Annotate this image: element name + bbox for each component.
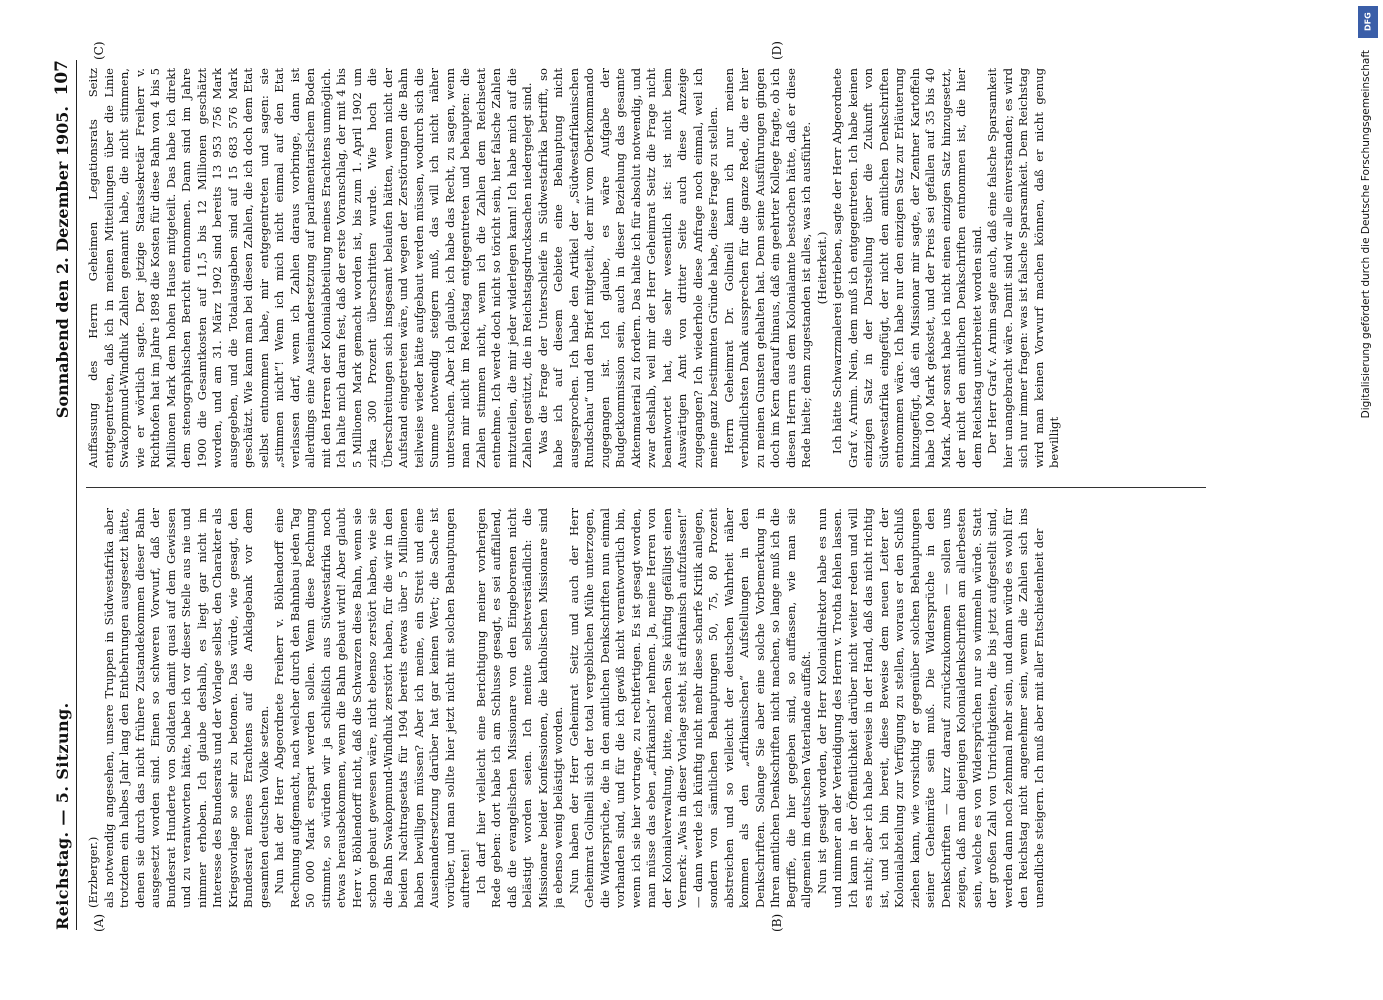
paragraph: Ich darf hier vielleicht eine Berichtigung meiner vorherigen Rede geben: dort habe ich am Schlusse gesagt, es sei auffallend, daß die evangelischen Missionare von den Eingeborenen nicht belästigt worden seien. Ich meinte selbstverständlich: die Missionare beider Konfessionen, die katholischen Missionare sind ja ebenso wenig belästigt worden. [473, 508, 565, 908]
paragraph: Der Herr Graf v. Arnim sagte auch, daß eine falsche Sparsamkeit hier unangebracht wäre. Damit sind wir alle einverstanden; es wird sich nur immer fragen: was ist falsche Sparsamkeit. Dem Reichstag wird man keinen Vorwurf machen können, daß er nicht genug bewilligt [985, 68, 1061, 468]
paragraph: Herrn Geheimrat Dr. Golinelli kann ich nur meinen verbindlichsten Dank aussprechen für die ganze Rede, die er hier zu meinen Gunsten gehalten hat. Denn seine Ausführungen gingen doch im Kern darauf hinaus, daß ein geehrter Kollege fragte, ob ich diesen Herrn aus dem Kolonialamte bestochen hätte, daß er diese Rede hielte; denn zugestanden ist alles, was ich ausführte. [721, 68, 813, 468]
left-column [86, 508, 1286, 908]
paragraph: Nun hat der Herr Abgeordnete Freiherr v. Böhlendorff eine Rechnung aufgemacht, nach welcher durch den Bahnbau jeden Tag 50 000 Mark erspart werden sollen. Wenn diese Rechnung stimmte, so würden wir ja schließlich aus Südwestafrika noch etwas herausbekommen, wenn die Bahn gebaut wird! Aber glaubt Herr v. Böhlendorff nicht, daß die Schwarzen diese Bahn, wenn sie schon gebaut gewesen wäre, nicht ebenso zerstört haben, wie sie die Bahn Swakopmund-Windhuk zerstört haben, für die wir in den beiden Nachtragsetats für 1904 bereits etwas über 5 Millionen haben bewilligen müssen? Aber ich meine, ein Streit und eine Auseinandersetzung darüber hat gar keinen Wert; die Sache ist vorüber, und man sollte hier jetzt nicht mit solchen Behauptungen auftreten! [272, 508, 472, 908]
margin-mark-b: (B) [770, 913, 784, 932]
running-head [48, 60, 77, 930]
margin-mark-c: (C) [92, 41, 106, 60]
credit-text: Digitalisierung gefördert durch die Deutsche Forschungsgemeinschaft [1360, 50, 1372, 419]
paragraph: Was die Frage der Unterschleife in Südwestafrika betrifft, so habe ich auf diesem Gebiete eine Behauptung nicht ausgesprochen. Ich habe den Artikel der „Südwestafrikanischen Rundschau“ und den Brief mitgeteilt, der mir vom Oberkommando zugegangen ist. Ich glaube, es wäre Aufgabe der Budgetkommission sein, auch in dieser Beziehung das gesamte Aktenmaterial zu fordern. Das halte ich für absolut notwendig, und zwar deshalb, weil mir der Herr Geheimrat Seitz die Frage nicht beantwortet hat, die sehr wesentlich ist: ist nicht beim Auswärtigen Amt von dritter Seite auch diese Anzeige zugegangen? Ich wiederhole diese Anfrage noch einmal, weil ich meine ganz bestimmten Gründe habe, diese Frage zu stellen. [535, 68, 720, 468]
running-head-date: Sonnabend den 2. Dezember 1905. [53, 106, 72, 419]
credit-strip [1352, 0, 1383, 1000]
page-number: 107 [52, 60, 72, 96]
paragraph: Nun haben der Herr Geheimrat Seitz und auch der Herr Geheimrat Golinelli sich der total vergeblichen Mühe unterzogen, die Widersprüche, die in den amtlichen Denkschriften nun einmal vorhanden sind, und für die ich gewiß nicht verantwortlich bin, wenn ich sie hier vortrage, zu rechtfertigen. Es ist gesagt worden, man müsse das eben „afrikanisch“ nehmen. Ja, meine Herren von der Kolonialverwaltung, bitte, machen Sie künftig gefälligst einen Vermerk: „Was in dieser Vorlage steht, ist afrikanisch aufzufassen!“ — dann werde ich künftig nicht mehr diese scharfe Kritik anlegen, sondern von sämtlichen Behauptungen 50, 75, 80 Prozent abstreichen und so vielleicht der deutschen Wahrheit näher kommen als den „afrikanischen“ Aufstellungen in den Denkschriften. Solange Sie aber eine solche Vorbemerkung in Ihren amtlichen Denkschriften nicht machen, so lange muß ich die Begriffe, die hier gegeben sind, so auffassen, wie man sie allgemein im deutschen Vaterlande auffaßt. [566, 508, 813, 908]
interjection: (Heiterkeit.) [814, 231, 829, 305]
paragraph: Ich hätte Schwarzmalerei getrieben, sagte der Herr Abgeordnete Graf v. Arnim. Nein, dem muß ich entgegentreten. Ich habe keinen einzigen Satz in der Darstellung über die Zukunft von Südwestafrika eingefügt, der nicht den amtlichen Denkschriften entnommen wäre. Ich habe nur den einzigen Satz zur Erläuterung hinzugefügt, daß ein Missionar mir sagte, der Zentner Kartoffeln habe 100 Mark gekostet, und der Preis sei gefallen auf 35 bis 40 Mark. Aber sonst habe ich nicht einen einzigen Satz hinzugesetzt, der nicht den amtlichen Denkschriften entnommen ist, die hier dem Reichstag unterbreitet worden sind. [830, 68, 984, 468]
margin-mark-d: (D) [770, 41, 784, 60]
paragraph: als notwendig angesehen, unsere Truppen in Südwestafrika aber trotzdem ein halbes Jahr lang den Entbehrungen ausgesetzt hätte, denen sie durch das nicht frühere Zustandekommen dieser Bahn ausgesetzt worden sind. Einen so schweren Vorwurf, daß der Bundesrat Hunderte von Soldaten damit quasi auf dem Gewissen und zu verantworten hätte, habe ich vor dieser Stelle aus nie und nimmer erhoben. Ich glaube deshalb, es liegt gar nicht im Interesse des Bundesrats und der Vorlage selbst, den Charakter als Kriegsvorlage so sehr zu betonen. Das würde, wie gesagt, den Bundesrat meines Erachtens auf die Anklagebank vor dem gesamten deutschen Volke setzen. [101, 508, 271, 908]
margin-mark-a: (A) [92, 913, 106, 932]
paragraph: Auffassung des Herrn Geheimen Legationsrats Seitz entgegentreten, daß ich in meinen Mitteilungen über die Linie Swakopmund-Windhuk Zahlen genannt habe, die nicht stimmen, wie er wörtlich sagte. Der jetzige Staatssekretär Freiherr v. Richthofen hat im Jahre 1898 die Kosten für diese Bahn von 4 bis 5 Millionen Mark dem hohen Hause mitgeteilt. Das habe ich direkt dem stenographischen Bericht entnommen. Dann sind im Jahre 1900 die Gesamtkosten auf 11,5 bis 12 Millionen geschätzt worden, und am 31. März 1902 sind bereits 13 953 756 Mark ausgegeben, und die Totalausgaben sind auf 15 683 576 Mark geschätzt. Wie kann man bei diesen Zahlen, die ich doch dem Etat selbst entnommen habe, mir entgegentreten und sagen: sie „stimmen nicht“! Wenn ich mich nicht einmal auf den Etat verlassen darf, wenn ich Zahlen daraus vorbringe, dann ist allerdings eine Auseinandersetzung auf parlamentarischem Boden mit den Herren der Kolonialabteilung meines Erachtens unmöglich. Ich halte mich daran fest, daß der erste Voranschlag, der mit 4 bis 5 Millionen Mark gemacht worden ist, bis zum 1. April 1902 um zirka 300 Prozent überschritten wurde. Wie hoch die Überschreitungen sich insgesamt belaufen hätten, wenn nicht der Aufstand eingetreten wäre, und wegen der Zerstörungen die Bahn teilweise wieder hätte aufgebaut werden müssen, wodurch sich die Summe notwendig steigern muß, das will ich nicht näher untersuchen. Aber ich glaube, ich habe das Recht, zu sagen, wenn man mir nicht im Reichstag entgegentreten und behaupten: die Zahlen stimmen nicht, wenn ich die Zahlen dem Reichsetat entnehme. Ich werde doch nicht so töricht sein, hier falsche Zahlen mitzuteilen, die mir jeder widerlegen kann! Ich habe mich auf die Zahlen gestützt, die in Reichstagsdrucksachen niedergelegt sind. [86, 68, 534, 468]
dfg-logo: DFG [1358, 6, 1378, 38]
paragraph: Nun ist gesagt worden, der Herr Kolonialdirektor habe es nun und nimmer an der Verteidigung des Herrn v. Trotha fehlen lassen. Ich kann in der Öffentlichkeit darüber nicht weiter reden und will es nicht; aber ich habe Beweise in der Hand, daß das nicht richtig ist, und ich bin bereit, diese Beweise dem neuen Leiter der Kolonialabteilung zur Verfügung zu stellen, woraus er den Schluß ziehen kann, wie vorsichtig er gegenüber solchen Behauptungen seiner Geheimräte sein muß. Die Widersprüche in den Denkschriften — kurz darauf zurückzukommen — sollen uns zeigen, daß man diejenigen Kolonialdenkschriften am allerbesten sein, welche es von Widersprüchen nur so wimmeln würde. Statt der großen Zahl von Unrichtigkeiten, die bis jetzt aufgestellt sind, werden dann noch zehnmal mehr sein, und dann würde es wohl für den Reichstag nicht angenehmer sein, wenn die Zahlen sich ins unendliche steigern. Ich muß aber mit aller Entschiedenheit der [814, 508, 1046, 908]
speaker-tag: (Erzberger.) [86, 836, 100, 908]
running-head-left: Reichstag. — 5. Sitzung. [53, 702, 72, 930]
column-divider [86, 487, 1206, 488]
right-column [86, 68, 1286, 468]
